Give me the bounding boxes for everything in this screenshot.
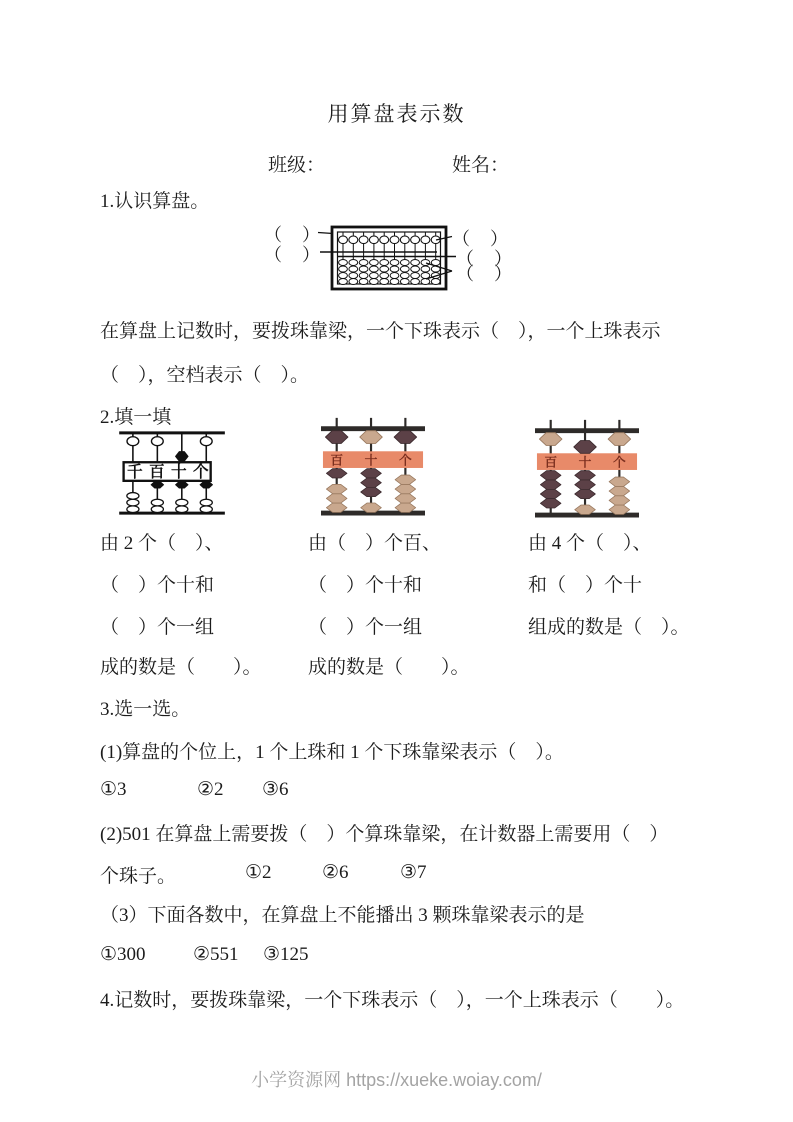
parts-blank-right-middle: （ ） <box>456 249 513 269</box>
q4-text: 4.记数时，要拨珠靠梁，一个下珠表示（ ），一个上珠表示（ ）。 <box>100 990 685 1011</box>
abacus-figure-color-2 <box>534 416 640 520</box>
q3-item2-option-3: ③7 <box>400 862 427 883</box>
fill-col2-row3: （ ）个一组 <box>308 617 423 638</box>
parts-blank-right-top: （ ） <box>452 229 509 249</box>
svg-text:十: 十 <box>364 453 378 468</box>
svg-text:千: 千 <box>127 463 143 481</box>
fill-col1-row1: 由 2 个（ ）、 <box>100 533 224 554</box>
q3-item3-option-1: ①300 <box>100 944 146 965</box>
svg-text:个: 个 <box>399 453 412 468</box>
footer-credit: 小学资源网 https://xueke.woiay.com/ <box>251 1070 542 1090</box>
svg-text:个: 个 <box>613 455 626 470</box>
q3-item1-text: (1)算盘的个位上，1 个上珠和 1 个下珠靠梁表示（ ）。 <box>100 742 564 763</box>
parts-blank-right-bottom: （ ） <box>456 264 513 284</box>
fill-col1-row3: （ ）个一组 <box>100 617 215 638</box>
q3-item1-option-2: ②2 <box>197 779 224 800</box>
svg-text:百: 百 <box>544 455 558 470</box>
q3-item3-text: （3）下面各数中，在算盘上不能播出 3 颗珠靠梁表示的是 <box>100 905 585 926</box>
q1-paragraph-line1: 在算盘上记数时，要拨珠靠梁，一个下珠表示（ ），一个上珠表示 <box>100 321 661 342</box>
q3-item2-option-2: ②6 <box>322 862 349 883</box>
fill-col2-row4: 成的数是（ ）。 <box>308 657 470 678</box>
name-label: 姓名： <box>452 155 510 176</box>
fill-col1-row4: 成的数是（ ）。 <box>100 657 262 678</box>
parts-blank-left-bottom: （ ） <box>264 245 321 265</box>
q3-heading: 3.选一选。 <box>100 699 191 720</box>
abacus-figure-color-1 <box>320 414 426 518</box>
fill-col2-row1: 由（ ）个百、 <box>308 533 442 554</box>
q3-item1-option-1: ①3 <box>100 779 127 800</box>
abacus-figure-line <box>118 428 228 518</box>
fill-col2-row2: （ ）个十和 <box>308 575 423 596</box>
q3-item2-text: (2)501 在算盘上需要拨（ ）个算珠靠梁，在计数器上需要用（ ） <box>100 824 669 845</box>
q3-item3-option-2: ②551 <box>193 944 239 965</box>
q2-heading: 2.填一填 <box>100 407 172 428</box>
class-label: 班级： <box>268 155 326 176</box>
parts-blank-left-top: （ ） <box>264 225 321 245</box>
svg-text:十: 十 <box>171 463 187 481</box>
svg-text:个: 个 <box>193 463 209 481</box>
page-title: 用算盘表示数 <box>327 102 466 126</box>
svg-text:十: 十 <box>578 455 592 470</box>
q3-item2-text2: 个珠子。 <box>100 866 177 887</box>
q3-item3-option-3: ③125 <box>263 944 309 965</box>
q3-item2-option-1: ①2 <box>245 862 272 883</box>
fill-col1-row2: （ ）个十和 <box>100 575 215 596</box>
fill-col3-row3: 组成的数是（ ）。 <box>528 617 690 638</box>
svg-text:百: 百 <box>330 453 344 468</box>
fill-col3-row1: 由 4 个（ ）、 <box>528 533 652 554</box>
q1-heading: 1.认识算盘。 <box>100 191 210 212</box>
fill-col3-row2: 和（ ）个十 <box>528 575 643 596</box>
svg-text:百: 百 <box>149 463 165 481</box>
q1-paragraph-line2: （ ），空档表示（ ）。 <box>100 365 310 386</box>
q3-item1-option-3: ③6 <box>262 779 289 800</box>
